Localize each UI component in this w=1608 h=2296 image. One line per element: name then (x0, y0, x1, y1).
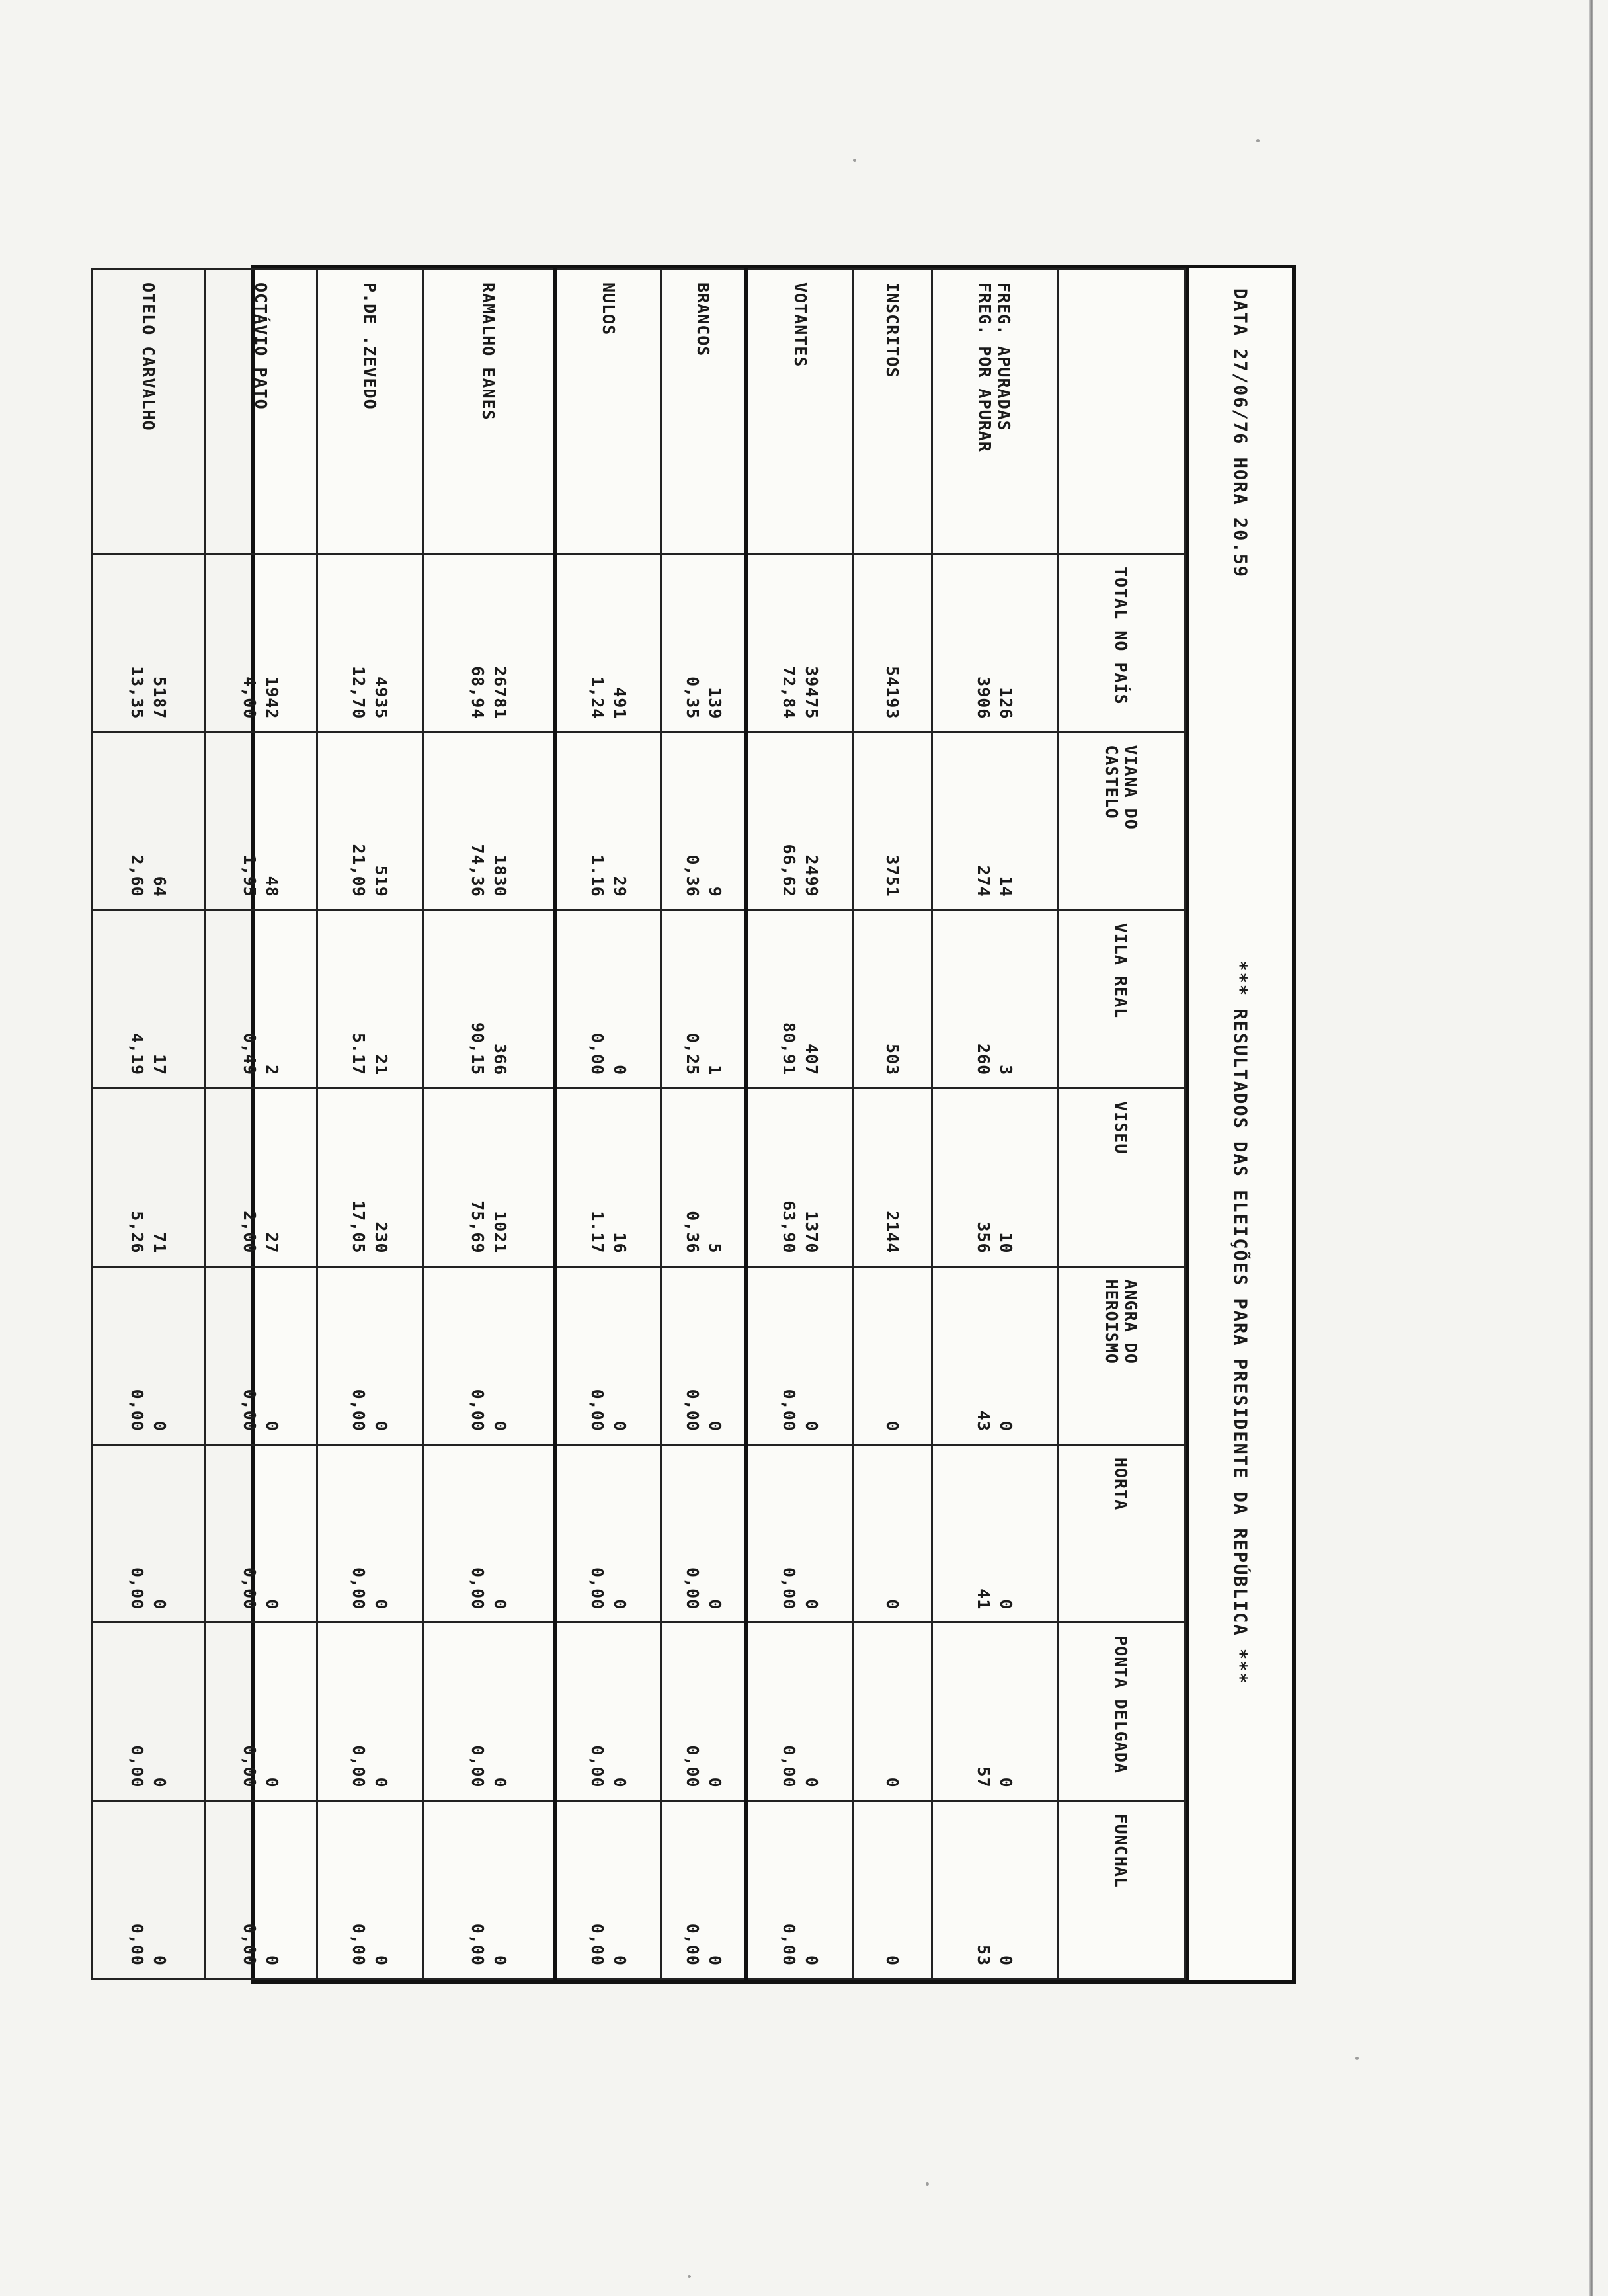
count-value: 0 (372, 1420, 391, 1432)
percent-value: 260 (974, 1043, 994, 1076)
value-cell (423, 1623, 555, 1801)
count-value: 10 (996, 1232, 1016, 1254)
row-label (661, 270, 747, 554)
count-value: 0 (996, 1420, 1016, 1432)
value-cell (423, 554, 555, 732)
percent-value: 0,00 (780, 1745, 799, 1788)
percent-value: 0,00 (588, 1567, 608, 1610)
column-header: ANGRA DO HEROISMO (1058, 1266, 1186, 1444)
column-header: FUNCHAL (1058, 1801, 1186, 1979)
count-value: 4935 (372, 676, 391, 719)
percent-value: 0,00 (349, 1923, 369, 1966)
value-cell (661, 910, 747, 1088)
value-cell (317, 1088, 423, 1266)
percent-value: 63,90 (780, 1200, 799, 1254)
column-header: HORTA (1058, 1444, 1186, 1622)
table-row (317, 270, 423, 1979)
count-value: 0 (262, 1599, 282, 1610)
count-value: 0 (802, 1599, 822, 1610)
value-cell (555, 732, 661, 910)
table-row (661, 270, 747, 1979)
count-value: 0 (490, 1955, 510, 1966)
row-label-line: RAMALHO EANES (479, 282, 499, 421)
table-row (932, 270, 1058, 1979)
percent-value: 356 (974, 1221, 994, 1254)
count-value: 407 (802, 1043, 822, 1076)
value-cell (932, 910, 1058, 1088)
value-cell (93, 1801, 205, 1979)
percent-value: 0,25 (682, 1032, 702, 1076)
count-value: 54193 (883, 666, 903, 719)
percent-value: 80,91 (780, 1022, 799, 1076)
percent-value: 0,36 (682, 854, 702, 897)
value-cell (317, 910, 423, 1088)
value-cell (423, 1444, 555, 1622)
value-cell (93, 554, 205, 732)
percent-value: 72,84 (780, 666, 799, 719)
percent-value: 41 (974, 1588, 994, 1610)
count-value: 14 (996, 876, 1016, 897)
value-cell (205, 1623, 317, 1801)
percent-value: 74,36 (467, 844, 487, 897)
value-cell (205, 1266, 317, 1444)
count-value: 0 (610, 1599, 630, 1610)
value-cell (853, 1266, 932, 1444)
count-value: 0 (883, 1599, 903, 1610)
count-value: 0 (883, 1420, 903, 1432)
column-header: TOTAL NO PAÍS (1058, 554, 1186, 732)
paper-edge (1589, 0, 1593, 2296)
percent-value: 1,95 (240, 854, 260, 897)
count-value: 0 (262, 1777, 282, 1788)
percent-value: 90,15 (467, 1022, 487, 1076)
value-cell (317, 1444, 423, 1622)
value-cell (93, 732, 205, 910)
value-cell (932, 1088, 1058, 1266)
count-value: 0 (490, 1420, 510, 1432)
count-value: 0 (372, 1777, 391, 1788)
rotated-document (128, 265, 1296, 1984)
percent-value: 0,35 (682, 676, 702, 719)
count-value: 1021 (490, 1211, 510, 1254)
table-row (93, 270, 205, 1979)
count-value: 0 (996, 1777, 1016, 1788)
count-value: 0 (262, 1955, 282, 1966)
count-value: 0 (372, 1599, 391, 1610)
row-label (93, 270, 205, 554)
count-value: 64 (150, 876, 170, 897)
value-cell (747, 1444, 853, 1622)
row-label (747, 270, 853, 554)
count-value: 0 (996, 1599, 1016, 1610)
value-cell (423, 732, 555, 910)
count-value: 366 (490, 1043, 510, 1076)
count-value: 71 (150, 1232, 170, 1254)
value-cell (853, 554, 932, 732)
value-cell (932, 1801, 1058, 1979)
value-cell (747, 910, 853, 1088)
value-cell (932, 1266, 1058, 1444)
percent-value: 0,00 (128, 1745, 147, 1788)
value-cell (317, 554, 423, 732)
results-table (91, 268, 1186, 1980)
row-label-line: BRANCOS (694, 282, 713, 357)
value-cell (853, 1623, 932, 1801)
percent-value: 2,00 (240, 1211, 260, 1254)
column-header: VILA REAL (1058, 910, 1186, 1088)
percent-value: 1,24 (588, 676, 608, 719)
percent-value: 0,00 (349, 1567, 369, 1610)
count-value: 0 (705, 1777, 725, 1788)
count-value: 0 (883, 1955, 903, 1966)
value-cell (661, 554, 747, 732)
count-value: 491 (610, 687, 630, 719)
count-value: 503 (883, 1043, 903, 1076)
value-cell (853, 1088, 932, 1266)
value-cell (932, 1444, 1058, 1622)
percent-value: 0,00 (467, 1745, 487, 1788)
count-value: 0 (150, 1777, 170, 1788)
row-label (423, 270, 555, 554)
count-value: 26781 (490, 666, 510, 719)
value-cell (661, 1444, 747, 1622)
percent-value: 0,00 (780, 1567, 799, 1610)
value-cell (93, 1266, 205, 1444)
percent-value: 0,00 (588, 1032, 608, 1076)
percent-value: 5.17 (349, 1032, 369, 1076)
value-cell (747, 732, 853, 910)
value-cell (853, 1444, 932, 1622)
percent-value: 0,00 (682, 1567, 702, 1610)
count-value: 3 (996, 1065, 1016, 1076)
value-cell (747, 1088, 853, 1266)
percent-value: 0,36 (682, 1211, 702, 1254)
value-cell (317, 732, 423, 910)
value-cell (423, 910, 555, 1088)
count-value: 0 (490, 1777, 510, 1788)
count-value: 1942 (262, 676, 282, 719)
count-value: 0 (490, 1599, 510, 1610)
count-value: 230 (372, 1221, 391, 1254)
corner-cell (1058, 270, 1186, 554)
value-cell (555, 1088, 661, 1266)
row-label (853, 270, 932, 554)
column-header: PONTA DELGADA (1058, 1623, 1186, 1801)
percent-value: 57 (974, 1766, 994, 1788)
table-row (853, 270, 932, 1979)
value-cell (317, 1623, 423, 1801)
count-value: 0 (262, 1420, 282, 1432)
percent-value: 68,94 (467, 666, 487, 719)
count-value: 1 (705, 1065, 725, 1076)
percent-value: 0,00 (467, 1389, 487, 1432)
row-label-line: NULOS (598, 282, 618, 336)
value-cell (747, 1266, 853, 1444)
percent-value: 0,00 (467, 1923, 487, 1966)
count-value: 3751 (883, 854, 903, 897)
row-label-line: OTELO CARVALHO (139, 282, 158, 431)
paper-speck (926, 2182, 929, 2186)
percent-value: 0,00 (128, 1567, 147, 1610)
count-value: 0 (802, 1777, 822, 1788)
count-value: 2499 (802, 854, 822, 897)
value-cell (93, 1088, 205, 1266)
count-value: 0 (150, 1599, 170, 1610)
count-value: 0 (372, 1955, 391, 1966)
value-cell (853, 1801, 932, 1979)
count-value: 39475 (802, 666, 822, 719)
percent-value: 0,00 (240, 1389, 260, 1432)
count-value: 0 (802, 1955, 822, 1966)
results-body (93, 270, 1058, 1979)
value-cell (853, 910, 932, 1088)
value-cell (205, 1801, 317, 1979)
count-value: 27 (262, 1232, 282, 1254)
count-value: 0 (610, 1065, 630, 1076)
count-value: 126 (996, 687, 1016, 719)
count-value: 0 (705, 1599, 725, 1610)
value-cell (661, 1266, 747, 1444)
value-cell (205, 554, 317, 732)
value-cell (423, 1801, 555, 1979)
value-cell (747, 1801, 853, 1979)
percent-value: 17,05 (349, 1200, 369, 1254)
results-sheet (128, 265, 1296, 1984)
percent-value: 3906 (974, 676, 994, 719)
percent-value: 66,62 (780, 844, 799, 897)
count-value: 0 (802, 1420, 822, 1432)
percent-value: 21,09 (349, 844, 369, 897)
value-cell (555, 554, 661, 732)
paper-speck (853, 159, 856, 162)
percent-value: 0,49 (240, 1032, 260, 1076)
count-value: 17 (150, 1054, 170, 1076)
value-cell (555, 1801, 661, 1979)
value-cell (661, 1801, 747, 1979)
percent-value: 13,35 (128, 666, 147, 719)
percent-value: 5,26 (128, 1211, 147, 1254)
count-value: 0 (610, 1955, 630, 1966)
paper-speck (1256, 139, 1260, 142)
value-cell (853, 732, 932, 910)
count-value: 0 (150, 1955, 170, 1966)
percent-value: 0,00 (780, 1923, 799, 1966)
row-label (317, 270, 423, 554)
percent-value: 274 (974, 865, 994, 897)
row-label-line: VOTANTES (790, 282, 810, 368)
count-value: 9 (705, 886, 725, 897)
percent-value: 0,00 (588, 1389, 608, 1432)
value-cell (205, 732, 317, 910)
value-cell (555, 1623, 661, 1801)
percent-value: 0,00 (682, 1923, 702, 1966)
row-label-line: FREG. POR APURAR (975, 282, 995, 452)
column-header: VISEU (1058, 1088, 1186, 1266)
table-row (205, 270, 317, 1979)
value-cell (932, 1623, 1058, 1801)
value-cell (661, 732, 747, 910)
value-cell (93, 1623, 205, 1801)
value-cell (205, 1088, 317, 1266)
column-header-row (1058, 270, 1186, 1979)
count-value: 2144 (883, 1211, 903, 1254)
row-label (205, 270, 317, 554)
count-value: 5187 (150, 676, 170, 719)
value-cell (423, 1266, 555, 1444)
value-cell (747, 554, 853, 732)
value-cell (555, 910, 661, 1088)
percent-value: 0,00 (128, 1389, 147, 1432)
count-value: 139 (705, 687, 725, 719)
count-value: 519 (372, 865, 391, 897)
count-value: 0 (883, 1777, 903, 1788)
row-label-line: OCTÁVIO PATO (251, 282, 270, 410)
percent-value: 0,00 (588, 1745, 608, 1788)
count-value: 0 (996, 1955, 1016, 1966)
count-value: 1370 (802, 1211, 822, 1254)
percent-value: 0,00 (349, 1745, 369, 1788)
row-label (932, 270, 1058, 554)
row-label (555, 270, 661, 554)
value-cell (661, 1623, 747, 1801)
value-cell (317, 1266, 423, 1444)
percent-value: 0,00 (240, 1745, 260, 1788)
percent-value: 4,19 (128, 1032, 147, 1076)
table-row (423, 270, 555, 1979)
paper-speck (688, 2275, 691, 2278)
percent-value: 75,69 (467, 1200, 487, 1254)
count-value: 0 (150, 1420, 170, 1432)
percent-value: 43 (974, 1410, 994, 1432)
value-cell (93, 1444, 205, 1622)
count-value: 5 (705, 1243, 725, 1254)
value-cell (555, 1266, 661, 1444)
count-value: 16 (610, 1232, 630, 1254)
percent-value: 12,70 (349, 666, 369, 719)
percent-value: 4,00 (240, 676, 260, 719)
count-value: 0 (705, 1955, 725, 1966)
table-row (747, 270, 853, 1979)
value-cell (423, 1088, 555, 1266)
count-value: 29 (610, 876, 630, 897)
value-cell (555, 1444, 661, 1622)
percent-value: 53 (974, 1944, 994, 1966)
percent-value: 0,00 (349, 1389, 369, 1432)
value-cell (205, 910, 317, 1088)
percent-value: 0,00 (780, 1389, 799, 1432)
percent-value: 0,00 (128, 1923, 147, 1966)
title-row (1186, 268, 1292, 1980)
value-cell (661, 1088, 747, 1266)
value-cell (93, 910, 205, 1088)
value-cell (932, 554, 1058, 732)
paper-speck (1355, 2057, 1359, 2060)
percent-value: 0,00 (467, 1567, 487, 1610)
percent-value: 0,00 (588, 1923, 608, 1966)
count-value: 0 (705, 1420, 725, 1432)
percent-value: 2,60 (128, 854, 147, 897)
percent-value: 1.16 (588, 854, 608, 897)
count-value: 21 (372, 1054, 391, 1076)
row-label-line: INSCRITOS (883, 282, 902, 378)
sheet-title: *** RESULTADOS DAS ELEIÇÕES PARA PRESIDENTE DA REPÚBLICA *** (1230, 960, 1251, 1685)
value-cell (747, 1623, 853, 1801)
count-value: 2 (262, 1065, 282, 1076)
column-header: VIANA DO CASTELO (1058, 732, 1186, 910)
percent-value: 0,00 (240, 1567, 260, 1610)
percent-value: 0,00 (682, 1745, 702, 1788)
count-value: 48 (262, 876, 282, 897)
date-time: DATA 27/06/76 HORA 20.59 (1230, 288, 1251, 579)
row-label-line: FREG. APURADAS (994, 282, 1014, 431)
value-cell (932, 732, 1058, 910)
row-label-line: P.DE .ZEVEDO (360, 282, 380, 410)
table-row (555, 270, 661, 1979)
percent-value: 0,00 (240, 1923, 260, 1966)
count-value: 1830 (490, 854, 510, 897)
value-cell (205, 1444, 317, 1622)
value-cell (317, 1801, 423, 1979)
count-value: 0 (610, 1420, 630, 1432)
percent-value: 0,00 (682, 1389, 702, 1432)
count-value: 0 (610, 1777, 630, 1788)
percent-value: 1.17 (588, 1211, 608, 1254)
